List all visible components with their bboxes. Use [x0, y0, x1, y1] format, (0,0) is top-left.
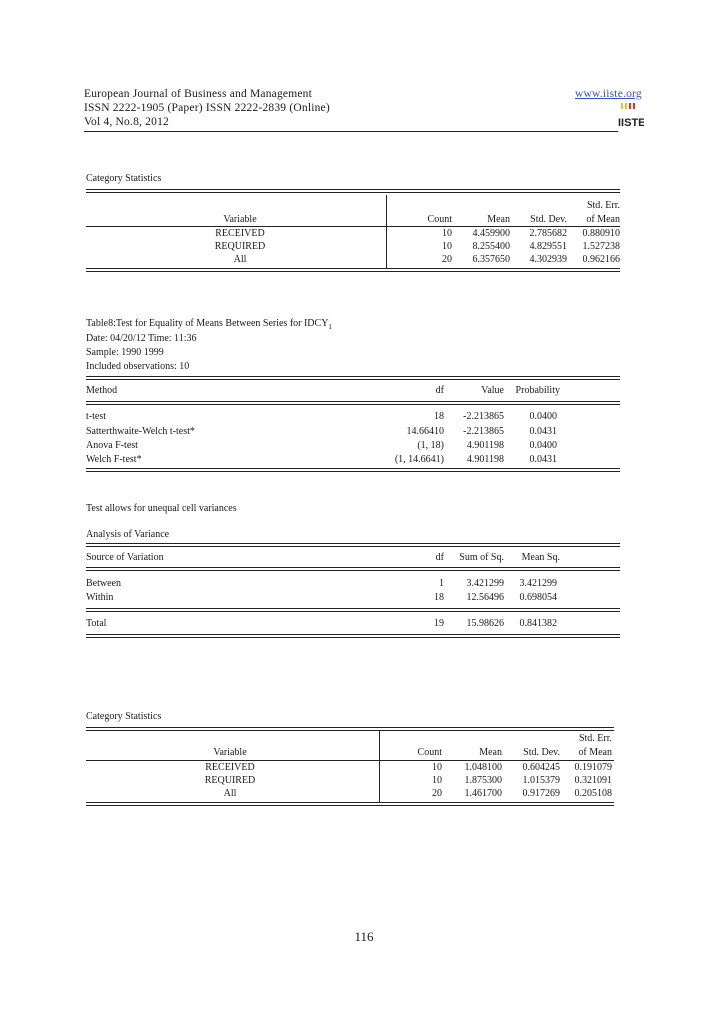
cat1-row-mean: 4.459900 — [472, 228, 510, 239]
test-obs: Included observations: 10 — [86, 361, 190, 372]
test-col-df: df — [435, 385, 444, 396]
cat2-col-variable: Variable — [213, 747, 247, 758]
header-rule — [84, 131, 618, 132]
cat2-row-se: 0.205108 — [574, 788, 612, 799]
test-bottom-rule — [86, 468, 620, 472]
anova-row-df: 18 — [434, 592, 444, 603]
anova-row-source: Between — [86, 578, 121, 589]
test-top-rule — [86, 376, 620, 380]
cat2-col-mean: Mean — [479, 747, 502, 758]
anova-header-rule — [86, 567, 620, 571]
test-row-prob: 0.0400 — [529, 411, 557, 422]
cat2-col-count: Count — [417, 747, 442, 758]
test-row-df: (1, 18) — [417, 440, 444, 451]
cat1-title: Category Statistics — [86, 173, 162, 184]
cat2-header-rule — [86, 760, 614, 761]
cat1-row-var: REQUIRED — [214, 241, 266, 252]
cat2-row-var: RECEIVED — [205, 762, 255, 773]
cat1-row-mean: 6.357650 — [472, 254, 510, 265]
test-row-prob: 0.0431 — [529, 426, 557, 437]
test-row-prob: 0.0431 — [529, 454, 557, 465]
cat1-row-mean: 8.255400 — [472, 241, 510, 252]
anova-col-source: Source of Variation — [86, 552, 164, 563]
cat2-col-stderr-2: of Mean — [578, 747, 612, 758]
test-col-value: Value — [481, 385, 504, 396]
cat2-title: Category Statistics — [86, 711, 162, 722]
anova-bottom-rule — [86, 634, 620, 638]
cat2-col-stderr-1: Std. Err. — [578, 733, 612, 744]
anova-total-df: 19 — [434, 618, 444, 629]
anova-col-meansq: Mean Sq. — [521, 552, 560, 563]
cat2-divider — [379, 730, 380, 803]
cat2-row-mean: 1.461700 — [464, 788, 502, 799]
cat2-row-mean: 1.875300 — [464, 775, 502, 786]
anova-title: Analysis of Variance — [86, 529, 170, 540]
test-title: Table8:Test for Equality of Means Between Series for $IDCY_1$ — [86, 318, 332, 331]
cat2-row-var: REQUIRED — [204, 775, 256, 786]
cat1-row-se: 0.962166 — [582, 254, 620, 265]
cat1-top-rule — [86, 189, 620, 193]
cat1-col-stderr-2: of Mean — [586, 214, 620, 225]
journal-issn: ISSN 2222-1905 (Paper) ISSN 2222-2839 (Online) — [84, 102, 330, 114]
cat1-col-mean: Mean — [487, 214, 510, 225]
cat2-row-std: 1.015379 — [522, 775, 560, 786]
cat1-divider — [386, 195, 387, 269]
cat1-col-count: Count — [427, 214, 452, 225]
anova-row-df: 1 — [439, 578, 444, 589]
test-row-df: (1, 14.6641) — [394, 454, 444, 465]
anova-total-meansq: 0.841382 — [519, 618, 557, 629]
test-row-df: 18 — [434, 411, 444, 422]
cat1-col-stderr-1: Std. Err. — [586, 200, 620, 211]
test-row-value: -2.213865 — [463, 411, 504, 422]
cat2-row-count: 10 — [432, 762, 442, 773]
test-row-value: 4.901198 — [466, 440, 504, 451]
cat2-row-std: 0.604245 — [522, 762, 560, 773]
anova-row-sumsq: 12.56496 — [466, 592, 504, 603]
cat1-row-count: 20 — [442, 254, 452, 265]
test-row-value: -2.213865 — [463, 426, 504, 437]
cat1-header-rule — [86, 226, 620, 227]
cat1-row-se: 0.880910 — [582, 228, 620, 239]
cat1-row-var: RECEIVED — [215, 228, 265, 239]
cat1-row-std: 4.302939 — [529, 254, 567, 265]
cat2-row-std: 0.917269 — [522, 788, 560, 799]
cat2-row-count: 20 — [432, 788, 442, 799]
cat2-col-std: Std. Dev. — [523, 747, 560, 758]
cat2-bottom-rule — [86, 802, 614, 806]
journal-volume: Vol 4, No.8, 2012 — [84, 116, 169, 128]
anova-col-sumsq: Sum of Sq. — [459, 552, 504, 563]
test-row-method: t-test — [86, 411, 106, 422]
cat1-row-count: 10 — [442, 241, 452, 252]
cat2-row-mean: 1.048100 — [464, 762, 502, 773]
test-row-prob: 0.0400 — [529, 440, 557, 451]
test-row-method: Welch F-test* — [86, 454, 142, 465]
test-row-df: 14.66410 — [406, 426, 444, 437]
anova-row-sumsq: 3.421299 — [466, 578, 504, 589]
anova-top-rule — [86, 543, 620, 547]
cat2-row-var: All — [223, 788, 237, 799]
test-sample: Sample: 1990 1999 — [86, 347, 164, 358]
journal-url-link[interactable]: www.iiste.org — [575, 88, 642, 100]
cat1-row-std: 4.829551 — [529, 241, 567, 252]
anova-col-df: df — [435, 552, 444, 563]
cat1-bottom-rule — [86, 268, 620, 272]
test-col-prob: Probability — [515, 385, 560, 396]
cat2-row-se: 0.321091 — [574, 775, 612, 786]
cat1-col-std: Std. Dev. — [530, 214, 567, 225]
cat1-row-var: All — [233, 254, 247, 265]
test-note: Test allows for unequal cell variances — [86, 503, 237, 514]
logo-text: IISTE — [618, 117, 644, 128]
test-date: Date: 04/20/12 Time: 11:36 — [86, 333, 197, 344]
test-col-method: Method — [86, 385, 118, 396]
cat2-row-count: 10 — [432, 775, 442, 786]
iiste-logo — [618, 102, 644, 128]
anova-row-meansq: 3.421299 — [519, 578, 557, 589]
page-number: 116 — [354, 929, 374, 944]
anova-total-rule — [86, 608, 620, 612]
cat2-top-rule — [86, 727, 614, 731]
cat1-row-std: 2.785682 — [529, 228, 567, 239]
anova-row-meansq: 0.698054 — [519, 592, 557, 603]
cat1-row-count: 10 — [442, 228, 452, 239]
anova-total-sumsq: 15.98626 — [466, 618, 504, 629]
test-row-value: 4.901198 — [466, 454, 504, 465]
journal-title: European Journal of Business and Management — [84, 88, 313, 100]
cat1-col-variable: Variable — [223, 214, 257, 225]
anova-total-source: Total — [86, 618, 107, 629]
cat1-row-se: 1.527238 — [582, 241, 620, 252]
test-row-method: Anova F-test — [86, 440, 138, 451]
test-row-method: Satterthwaite-Welch t-test* — [86, 426, 195, 437]
cat2-row-se: 0.191079 — [574, 762, 612, 773]
test-header-rule — [86, 401, 620, 405]
anova-row-source: Within — [86, 592, 114, 603]
